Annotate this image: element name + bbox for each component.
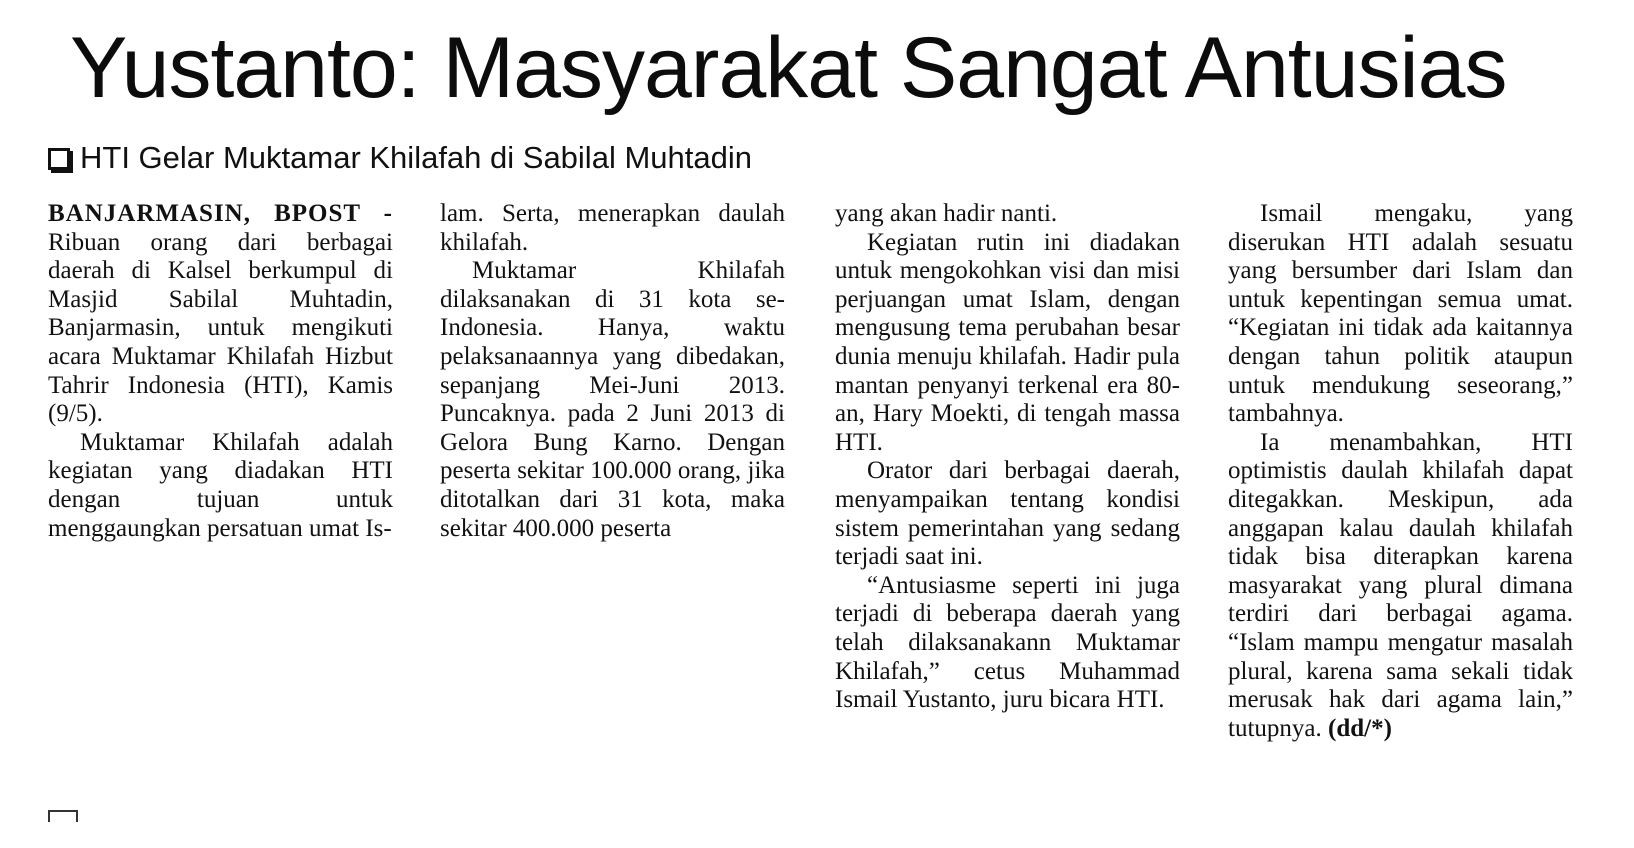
dateline: BANJARMASIN, BPOST -: [48, 200, 393, 227]
article-paragraph: [1228, 429, 1573, 744]
paragraph-text: Ia menambahkan, HTI optimistis daulah khilafah dapat ditegakkan. Meskipun, ada anggapan kalau daulah khilafah tidak bisa diterapkan karena masyarakat yang plural dimana terdiri dari berbagai agama. “Islam mampu mengatur masalah plural, karena sama sekali tidak merusak hak dari agama lain,” tutupnya.: [1228, 428, 1573, 742]
article-paragraph: Muktamar Khilafah adalah kegiatan yang diadakan HTI dengan tujuan untuk menggaungkan persatuan umat Is-: [48, 428, 393, 542]
headline: Yustanto: Masyarakat Sangat Antusias: [70, 20, 1507, 116]
article-paragraph: “Antusiasme seperti ini juga terjadi di beberapa daerah yang telah dilaksanakann Muktamar Khilafah,” cetus Muhammad Ismail Yustanto, juru bicara HTI.: [835, 571, 1180, 714]
article-paragraph: yang akan hadir nanti.: [835, 200, 1058, 227]
article-paragraph: Ismail mengaku, yang diserukan HTI adalah sesuatu yang bersumber dari Islam dan untuk kepentingan semua umat. “Kegiatan ini tidak ada kaitannya dengan tahun politik ataupun untuk mendukung seseorang,” tambahnya.: [1228, 200, 1573, 428]
article-column-1: [48, 200, 393, 543]
subheadline: [48, 138, 1448, 178]
article-paragraph: Muktamar Khilafah dilaksanakan di 31 kota se-Indonesia. Hanya, waktu pelaksanaannya yang dibedakan, sepanjang Mei-Juni 2013. Puncaknya. pada 2 Juni 2013 di Gelora Bung Karno. Dengan peserta sekitar 100.000 orang, jika ditotalkan dari 31 kota, maka sekitar 400.000 peserta: [440, 257, 785, 542]
article-column-2: [440, 200, 785, 543]
article-column-4: [1228, 200, 1573, 743]
square-bullet-icon: [48, 148, 70, 170]
article-paragraph: lam. Serta, menerapkan daulah khilafah.: [440, 200, 785, 256]
article-paragraph: Kegiatan rutin ini diadakan untuk mengokohkan visi dan misi perjuangan umat Islam, dengan mengusung tema perubahan besar dunia menuju khilafah. Hadir pula mantan penyanyi terkenal era 80-an, Hary Moekti, di tengah massa HTI.: [835, 228, 1180, 456]
article-paragraph: [48, 200, 393, 429]
author-signature: (dd/*): [1328, 714, 1392, 742]
paragraph-text: Ribuan orang dari berbagai daerah di Kalsel berkumpul di Masjid Sabilal Muhtadin, Banjarmasin, untuk mengikuti acara Muktamar Khilafah Hizbut Tahrir Indonesia (HTI), Kamis (9/5).: [48, 228, 393, 428]
crop-mark: [48, 810, 78, 822]
article-paragraph: Orator dari berbagai daerah, menyampaikan tentang kondisi sistem pemerintahan yang sedang terjadi saat ini.: [835, 457, 1180, 571]
article-column-3: [835, 200, 1180, 715]
subheadline-text: HTI Gelar Muktamar Khilafah di Sabilal Muhtadin: [80, 140, 752, 175]
